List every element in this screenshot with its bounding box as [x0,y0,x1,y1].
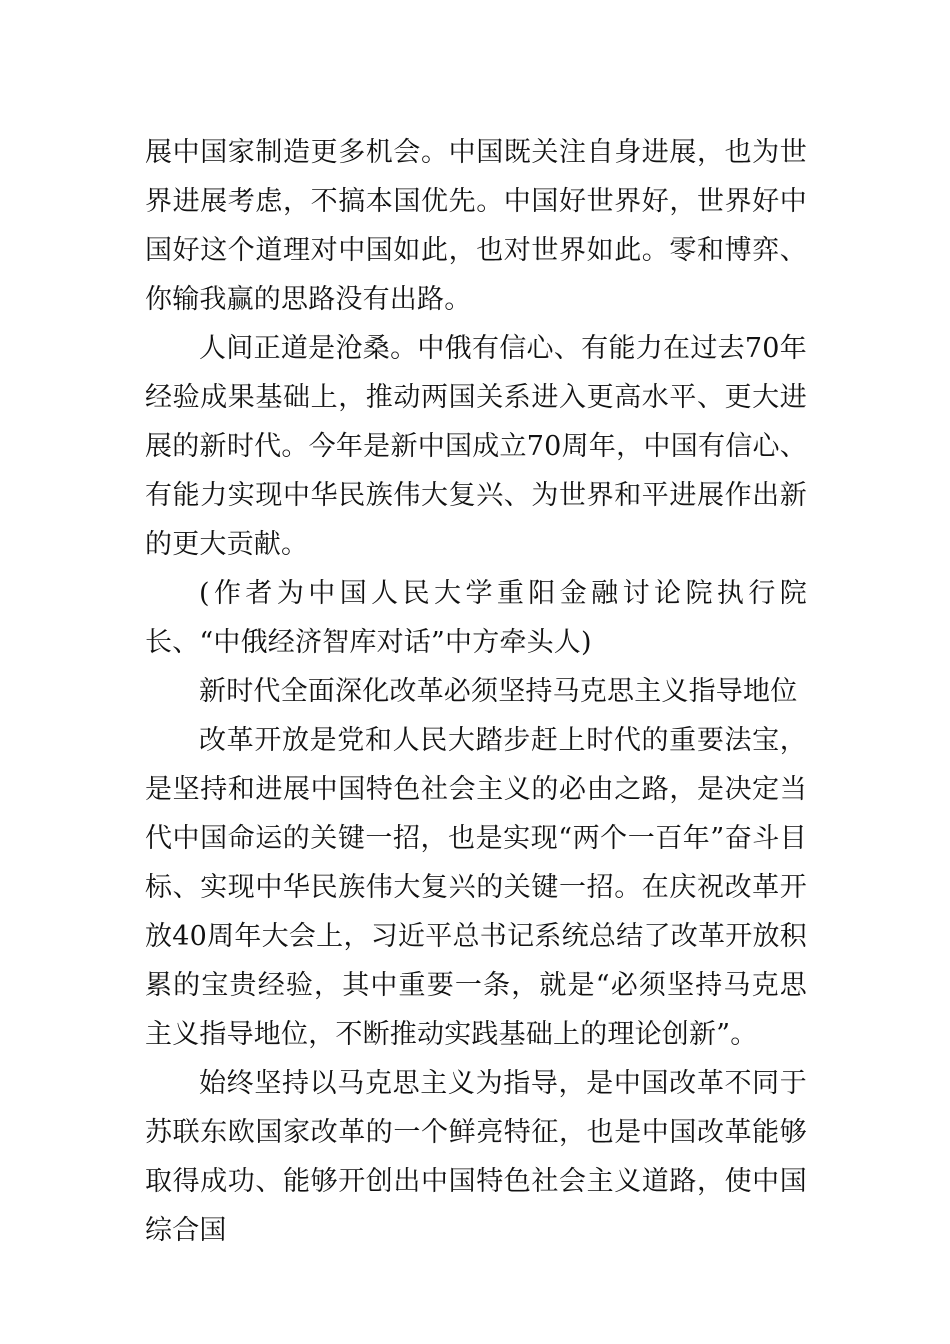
article-heading: 新时代全面深化改革必须坚持马克思主义指导地位 [199,676,798,707]
document-page [145,128,807,1255]
paragraph-continued: 展中国家制造更多机会。中国既关注自身进展，也为世界进展考虑，不搞本国优先。中国好世界好，世界好中国好这个道理对中国如此，也对世界如此。零和博弈、你输我赢的思路没有出路。 [145,137,807,315]
author-note: (作者为中国人民大学重阳金融讨论院执行院长、“中俄经济智库对话”中方牵头人) [145,578,807,658]
paragraph: 人间正道是沧桑。中俄有信心、有能力在过去70年经验成果基础上，推动两国关系进入更高水平、更大进展的新时代。今年是新中国成立70周年，中国有信心、有能力实现中华民族伟大复兴、为世界和平进展作出新的更大贡献。 [145,333,807,560]
paragraph: 改革开放是党和人民大踏步赶上时代的重要法宝，是坚持和进展中国特色社会主义的必由之路，是决定当代中国命运的关键一招，也是实现“两个一百年”奋斗目标、实现中华民族伟大复兴的关键一招。在庆祝改革开放40周年大会上，习近平总书记系统总结了改革开放积累的宝贵经验，其中重要一条，就是“必须坚持马克思主义指导地位，不断推动实践基础上的理论创新”。 [145,725,807,1050]
paragraph: 始终坚持以马克思主义为指导，是中国改革不同于苏联东欧国家改革的一个鲜亮特征，也是中国改革能够取得成功、能够开创出中国特色社会主义道路，使中国综合国 [145,1068,807,1246]
